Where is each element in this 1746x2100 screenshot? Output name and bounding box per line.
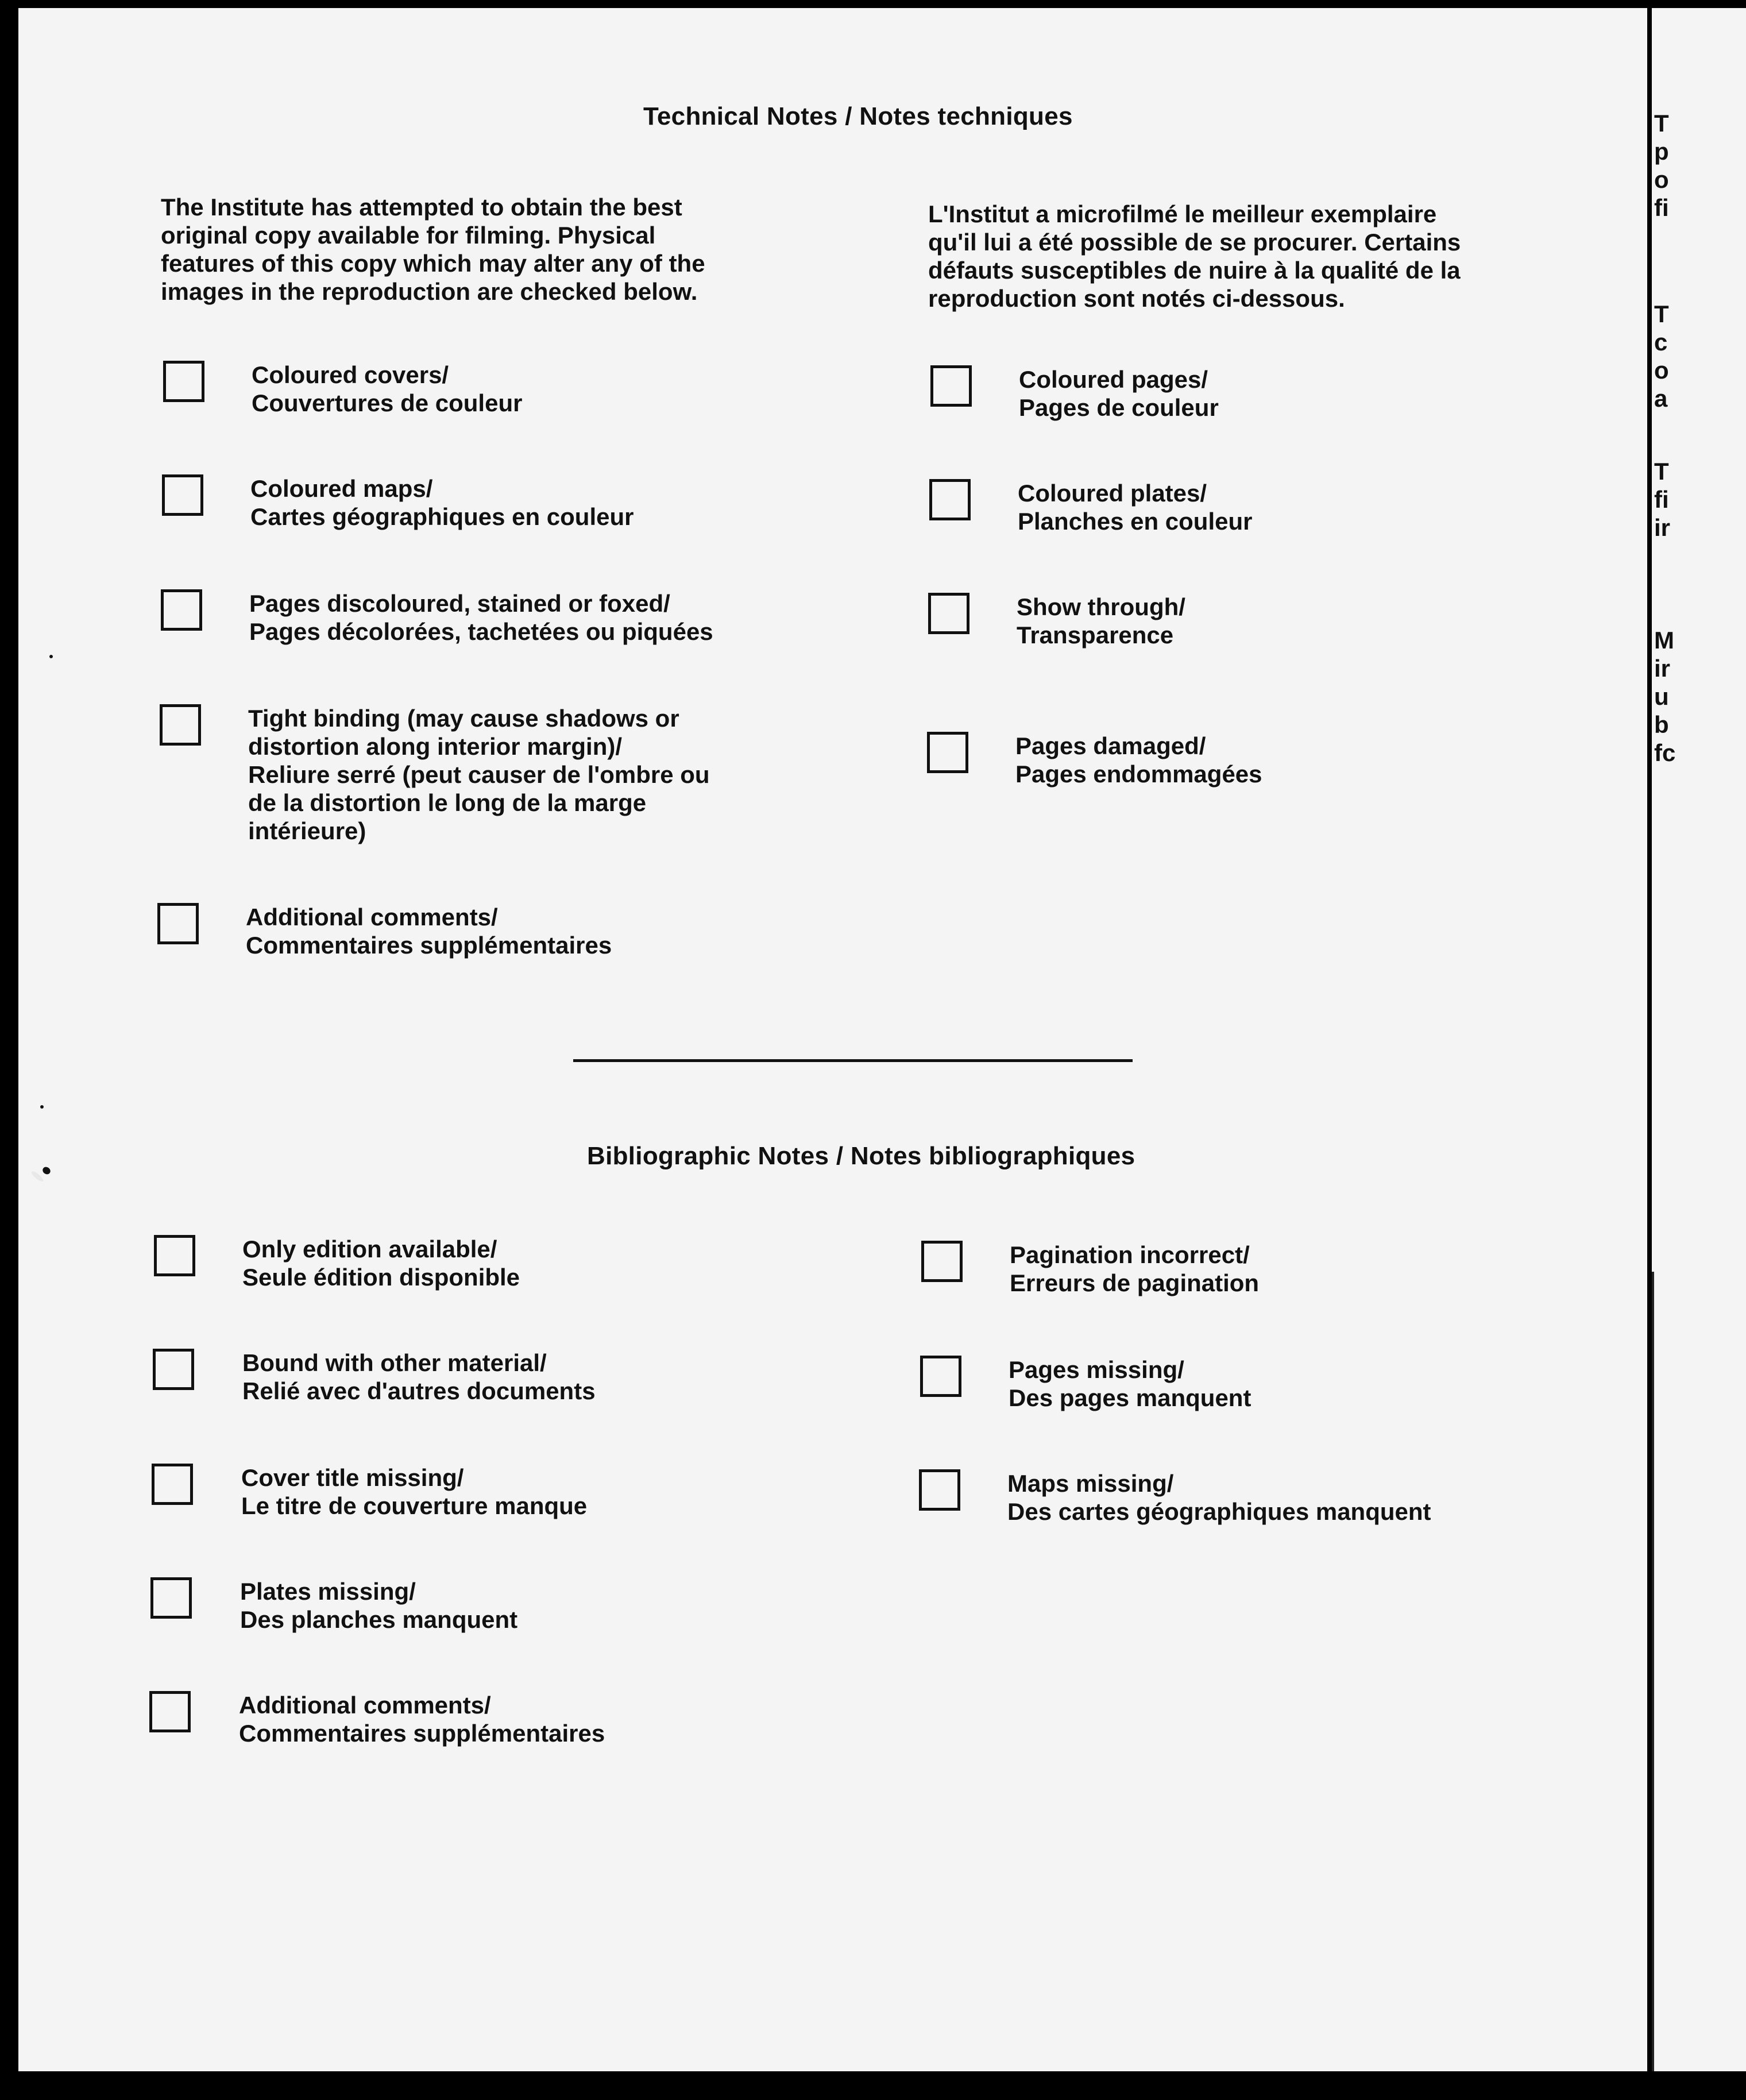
label-line: Pages missing/ [1009, 1356, 1184, 1383]
label-line: Bound with other material/ [242, 1349, 547, 1376]
label-line: Only edition available/ [242, 1236, 497, 1263]
section-divider [573, 1059, 1133, 1062]
label-line: Coloured covers/ [252, 361, 449, 388]
label-line: distortion along interior margin)/ [248, 733, 622, 760]
label-line: Pages damaged/ [1015, 732, 1206, 759]
fragment-text: c [1654, 329, 1668, 356]
fragment-text: M [1654, 627, 1674, 654]
coloured-maps-label [250, 474, 634, 531]
label-line: Plates missing/ [240, 1578, 416, 1605]
show-through-checkbox[interactable] [928, 593, 969, 634]
fragment-text: p [1654, 138, 1669, 165]
cover-title-missing-label [241, 1464, 587, 1520]
label-line: de la distortion le long de la marge [248, 789, 647, 816]
only-edition-label [242, 1235, 520, 1291]
tight-binding-checkbox[interactable] [160, 704, 201, 746]
label-line: Maps missing/ [1007, 1470, 1174, 1497]
technical-additional-comments-label [246, 903, 612, 959]
fragment-text: fi [1654, 194, 1669, 221]
fragment-text: u [1654, 683, 1669, 710]
label-line: Le titre de couverture manque [241, 1492, 588, 1519]
label-line: Planches en couleur [1018, 508, 1253, 535]
intro-en-line: features of this copy which may alter any of the [161, 250, 705, 277]
pages-damaged-checkbox[interactable] [927, 732, 968, 773]
label-line: Des planches manquent [240, 1606, 518, 1633]
label-line: Coloured plates/ [1018, 480, 1207, 507]
fragment-text: fi [1654, 486, 1669, 513]
bound-with-other-checkbox[interactable] [153, 1349, 194, 1390]
label-line: Des cartes géographiques manquent [1007, 1498, 1431, 1525]
fragment-text: T [1654, 458, 1669, 485]
label-line: Seule édition disponible [242, 1264, 520, 1291]
label-line: Couvertures de couleur [252, 389, 523, 416]
fragment-text: T [1654, 300, 1669, 327]
plates-missing-label [240, 1577, 517, 1634]
label-line: Tight binding (may cause shadows or [248, 705, 679, 732]
bound-with-other-label [242, 1349, 596, 1405]
label-line: Erreurs de pagination [1010, 1269, 1260, 1296]
intro-fr-line: défauts susceptibles de nuire à la qualité de la [928, 257, 1461, 284]
label-line: Commentaires supplémentaires [239, 1720, 605, 1747]
coloured-covers-checkbox[interactable] [163, 361, 204, 402]
intro-en-line: The Institute has attempted to obtain the best [161, 194, 682, 221]
coloured-maps-checkbox[interactable] [162, 474, 203, 516]
pagination-incorrect-checkbox[interactable] [921, 1241, 963, 1282]
intro-fr-line: reproduction sont notés ci-dessous. [928, 285, 1345, 312]
pagination-incorrect-label [1010, 1241, 1259, 1297]
maps-missing-label [1007, 1469, 1431, 1526]
label-line: Cartes géographiques en couleur [250, 503, 634, 530]
adjacent-page-fragment [1652, 8, 1746, 2071]
tight-binding-label [248, 704, 710, 845]
label-line: Commentaires supplémentaires [246, 932, 612, 959]
label-line: Pages endommagées [1015, 761, 1262, 788]
label-line: Pages de couleur [1019, 394, 1219, 421]
only-edition-checkbox[interactable] [154, 1235, 195, 1276]
technical-intro-en [161, 193, 705, 306]
maps-missing-checkbox[interactable] [919, 1469, 960, 1511]
pages-missing-label [1009, 1356, 1251, 1412]
pages-discoloured-checkbox[interactable] [161, 589, 202, 631]
label-line: Show through/ [1017, 593, 1185, 620]
fragment-text: o [1654, 357, 1669, 384]
page-edge-line [1652, 1272, 1654, 2071]
technical-notes-heading: Technical Notes / Notes techniques [643, 102, 1073, 130]
bibliographic-additional-comments-label [239, 1691, 605, 1747]
label-line: Coloured maps/ [250, 475, 433, 502]
label-line: Transparence [1017, 621, 1174, 648]
label-line: Additional comments/ [246, 904, 498, 931]
intro-fr-line: qu'il lui a été possible de se procurer. Certains [928, 229, 1461, 256]
coloured-covers-label [252, 361, 522, 417]
pages-discoloured-label [249, 589, 713, 646]
technical-additional-comments-checkbox[interactable] [157, 903, 199, 944]
film-speck [49, 655, 53, 658]
pages-damaged-label [1015, 732, 1262, 788]
cover-title-missing-checkbox[interactable] [152, 1464, 193, 1505]
intro-en-line: images in the reproduction are checked below. [161, 278, 698, 305]
fragment-text: ir [1654, 514, 1671, 541]
film-speck [40, 1105, 44, 1109]
fragment-text: fc [1654, 739, 1676, 766]
bibliographic-additional-comments-checkbox[interactable] [149, 1691, 191, 1732]
show-through-label [1017, 593, 1185, 649]
intro-fr-line: L'Institut a microfilmé le meilleur exemplaire [928, 200, 1437, 227]
technical-intro-fr [928, 200, 1461, 312]
label-line: Coloured pages/ [1019, 366, 1208, 393]
label-line: Des pages manquent [1009, 1384, 1251, 1411]
fragment-text: o [1654, 166, 1669, 193]
fragment-text: b [1654, 711, 1669, 738]
label-line: Additional comments/ [239, 1692, 491, 1719]
coloured-pages-label [1019, 365, 1219, 422]
intro-en-line: original copy available for filming. Physical [161, 222, 656, 249]
pages-missing-checkbox[interactable] [920, 1356, 961, 1397]
plates-missing-checkbox[interactable] [150, 1577, 192, 1619]
coloured-plates-label [1018, 479, 1252, 535]
label-line: Pages discoloured, stained or foxed/ [249, 590, 670, 617]
coloured-plates-checkbox[interactable] [929, 479, 971, 520]
fragment-text: ir [1654, 655, 1671, 682]
label-line: Reliure serré (peut causer de l'ombre ou [248, 761, 710, 788]
label-line: Pages décolorées, tachetées ou piquées [249, 618, 713, 645]
fragment-text: a [1654, 385, 1668, 412]
coloured-pages-checkbox[interactable] [930, 365, 972, 407]
microfiche-page [18, 8, 1647, 2071]
label-line: Pagination incorrect/ [1010, 1241, 1250, 1268]
label-line: intérieure) [248, 817, 366, 844]
label-line: Cover title missing/ [241, 1464, 464, 1491]
fragment-text: T [1654, 110, 1669, 137]
label-line: Relié avec d'autres documents [242, 1377, 596, 1404]
bibliographic-notes-heading: Bibliographic Notes / Notes bibliographiques [587, 1142, 1135, 1170]
